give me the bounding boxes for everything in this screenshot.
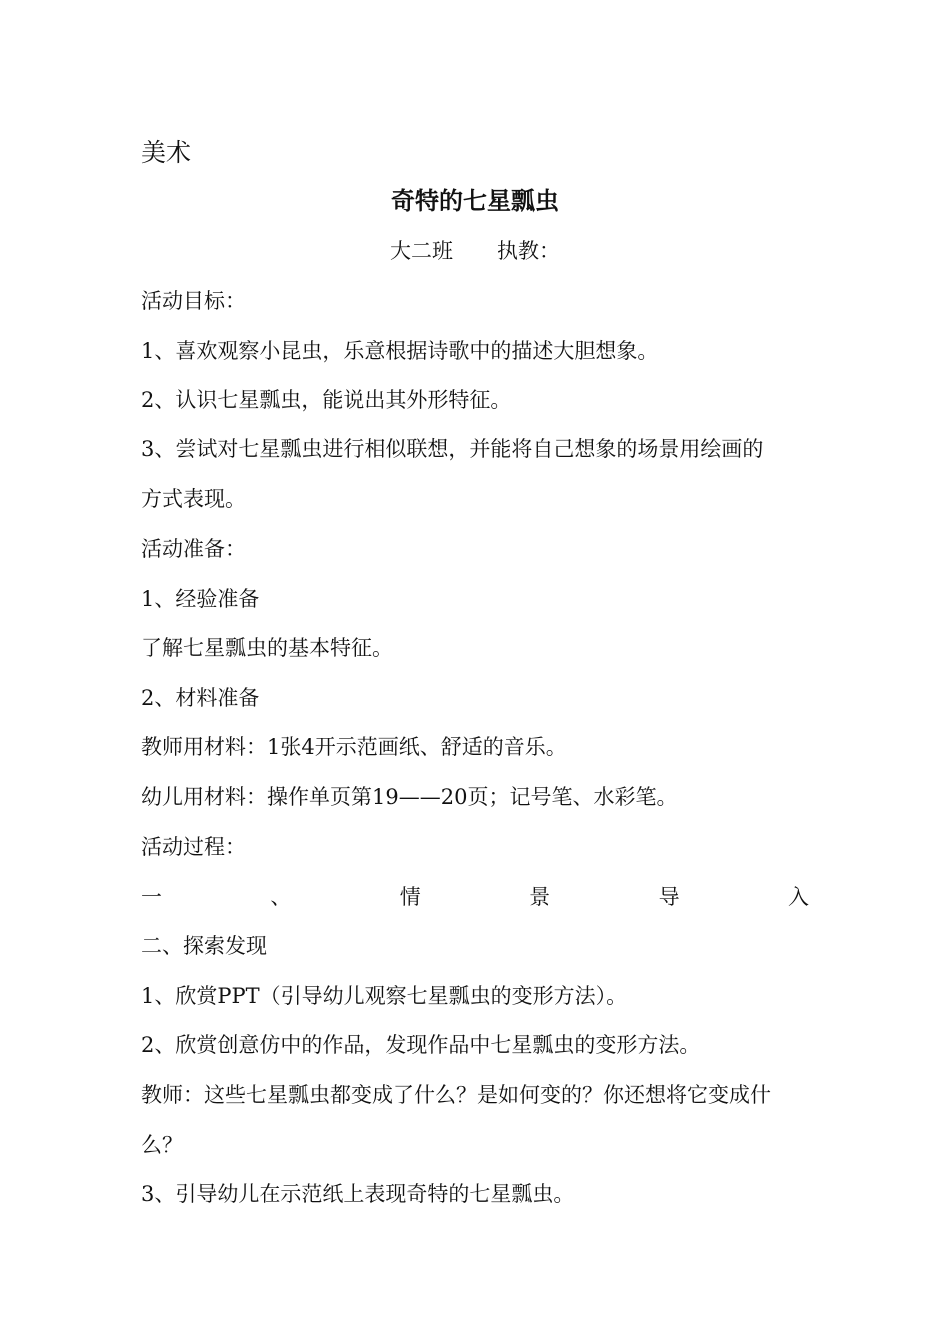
process-item-continued: 么？: [141, 1133, 183, 1157]
step-one-char: 、: [270, 885, 292, 909]
preparation-heading: 活动准备：: [141, 537, 246, 561]
preparation-item: 幼儿用材料：操作单页第19——20页；记号笔、水彩笔。: [141, 785, 678, 809]
process-item: 2、欣赏创意仿中的作品，发现作品中七星瓢虫的变形方法。: [141, 1033, 701, 1057]
step-one-char: 情: [399, 885, 421, 909]
document-page: [141, 0, 809, 1344]
goal-item: 2、认识七星瓢虫，能说出其外形特征。: [141, 388, 512, 412]
process-item: 二、探索发现: [141, 934, 267, 958]
step-one-char: 导: [658, 885, 680, 909]
teacher-label: 执教：: [497, 239, 560, 263]
preparation-item: 了解七星瓢虫的基本特征。: [141, 636, 393, 660]
goal-item-continued: 方式表现。: [141, 487, 246, 511]
process-item: 1、欣赏PPT（引导幼儿观察七星瓢虫的变形方法）。: [141, 984, 628, 1008]
preparation-item: 1、经验准备: [141, 587, 260, 611]
process-step-one: [141, 883, 809, 911]
step-one-char: 景: [529, 885, 551, 909]
preparation-item: 2、材料准备: [141, 686, 260, 710]
process-item: 3、引导幼儿在示范纸上表现奇特的七星瓢虫。: [141, 1182, 575, 1206]
process-item: 教师：这些七星瓢虫都变成了什么？是如何变的？你还想将它变成什: [141, 1083, 771, 1107]
byline: [141, 237, 809, 265]
goals-heading: 活动目标：: [141, 289, 246, 313]
process-heading: 活动过程：: [141, 835, 246, 859]
goal-item: 1、喜欢观察小昆虫，乐意根据诗歌中的描述大胆想象。: [141, 339, 659, 363]
class-name: 大二班: [390, 239, 453, 263]
page-title: 奇特的七星瓢虫: [391, 187, 559, 215]
subject-label: 美术: [141, 138, 192, 167]
goal-item: 3、尝试对七星瓢虫进行相似联想，并能将自己想象的场景用绘画的: [141, 437, 764, 461]
preparation-item: 教师用材料：1张4开示范画纸、舒适的音乐。: [141, 735, 567, 759]
step-one-char: 入: [787, 885, 809, 909]
step-one-char: 一: [141, 885, 162, 909]
